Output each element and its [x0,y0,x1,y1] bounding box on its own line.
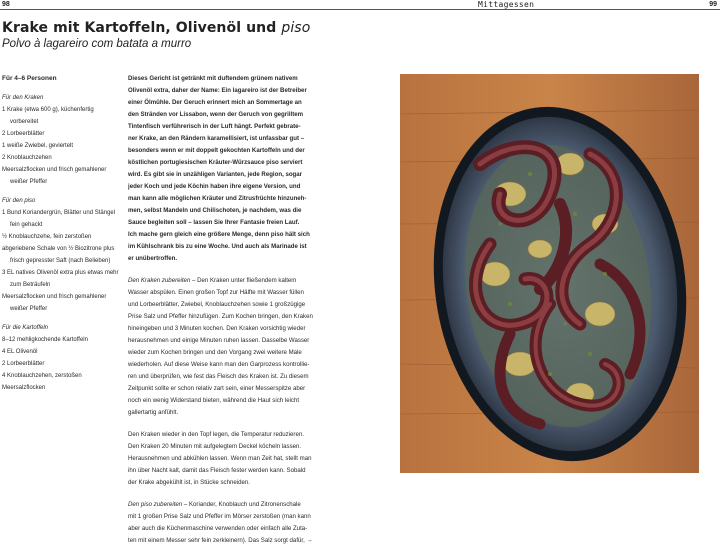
ingredient-item [2,164,120,188]
ingredient-item [2,104,120,128]
ingredient-line: Meersalzflocken und frisch gemahlener [2,294,107,300]
ingredient-line: zum Beträufeln [10,282,51,288]
step-heading: Den Kraken zubereiten [128,277,191,284]
ingredient-line: 2 Knoblauchzehen [2,155,52,161]
ingredient-line: Meersalzflocken [2,385,46,391]
ingredient-line: 1 Bund Koriandergrün, Blätter und Stängel [2,210,116,216]
ingredient-line: weißer Pfeffer [10,179,48,185]
text-line: Wasser abspülen. Einen großen Topf zur Hälfte mit Wasser füllen [128,289,304,296]
text-line: ten mit einem Messer sehr fein zerkleinern). Das Salz sorgt dafür, → [128,537,313,544]
ingredient-line: 1 weiße Zwiebel, geviertelt [2,143,74,149]
text-line-with-lead [128,275,320,287]
ingredient-line: Meersalzflocken und frisch gemahlener [2,167,107,173]
recipe-title-main: Krake mit Kartoffeln, Olivenöl und [2,20,277,36]
ingredient-item [2,128,120,140]
text-line: köstlichen portugiesischen Kräuter-Würzsauce piso serviert [128,159,303,166]
text-line: im Kühlschrank bis zu eine Woche. Und auch als Marinade ist [128,243,307,250]
text-line: wieder zum Kochen bringen und den Vorgang zwei weitere Male [128,349,302,356]
paragraph [128,429,320,489]
ingredient-item [2,382,120,394]
ingredient-item [2,358,120,370]
text-line: Den Kraken wieder in den Topf legen, die Temperatur reduzieren. [128,431,304,438]
text-line: ren und überprüfen, wie fest das Fleisch des Kraken ist. Zu diesem [128,373,309,380]
ingredient-line: abgeriebene Schale von ½ Biozitrone plus [2,246,115,252]
ingredient-item [2,207,120,231]
text-line: man kann alle möglichen Kräuter und Zitrusfrüchte hinzuneh- [128,195,307,202]
text-line: gallertartig anfühlt. [128,409,179,416]
ingredient-list [2,73,120,394]
text-line: noch ein wenig Widerstand bieten, während die Haut sich leicht [128,397,300,404]
recipe-text [128,73,320,557]
text-line: Den Kraken 20 Minuten mit aufgelegtem Deckel köcheln lassen. [128,443,302,450]
recipe-title [2,20,310,36]
text-line: ihn über Nacht kalt, damit das Fleisch fester werden kann. Sobald [128,467,306,474]
text-line: Herausnehmen und abkühlen lassen. Wenn man Zeit hat, stellt man [128,455,312,462]
running-head: Mittagessen [478,0,535,9]
ingredient-item [2,243,120,267]
text-line: mit 1 großen Prise Salz und Pfeffer im Mörser zerstoßen (man kann [128,513,311,520]
paragraph [128,499,320,547]
text-line: hineingeben und 3 Minuten kochen. Den Kraken vorsichtig wieder [128,325,306,332]
ingredient-item [2,370,120,382]
ingredient-group-heading: Für den Kraken [2,95,44,101]
text-line: herausnehmen und einige Minuten ruhen lassen. Dasselbe Wasser [128,337,310,344]
ingredient-line: 4 EL Olivenöl [2,349,38,355]
ingredient-item [2,346,120,358]
page-number-left: 98 [2,1,10,8]
ingredient-line: fein gehackt [10,222,43,228]
dish-photo [400,74,699,473]
recipe-title-italic: piso [281,20,311,36]
servings: Für 4–6 Personen [2,75,57,82]
ingredient-line: ½ Knoblauchzehe, fein zerstoßen [2,234,92,240]
ingredient-item [2,152,120,164]
text-line: und Lorbeerblätter, Zwiebel, Knoblauchzehen sowie 1 großzügige [128,301,306,308]
text-line: der Krake abgekühlt ist, in Stücke schneiden. [128,479,250,486]
octopus-dish-image [400,74,699,473]
step-heading: Den piso zubereiten [128,501,183,508]
text-line: Tintenfisch verführerisch in der Luft hängt. Perfekt gebrate- [128,123,301,130]
ingredient-item [2,231,120,243]
text-line: er unübertroffen. [128,255,178,262]
text-line: jeder Koch und jede Köchin haben ihre eigene Version, und [128,183,301,190]
text-line: men, selbst Mandeln und Chilischoten, je nachdem, was die [128,207,302,214]
paragraph [128,73,320,265]
ingredient-line: 4 Knoblauchzehen, zerstoßen [2,373,82,379]
ingredient-item [2,334,120,346]
text-line: Sauce begleiten soll – lassen Sie Ihrer Fantasie freien Lauf. [128,219,300,226]
text-line: Prise Salz und Pfeffer hinzufügen. Zum Kochen bringen, den Kraken [128,313,313,320]
text-line: Olivenöl extra, daher der Name: Ein lagareiro ist der Betreiber [128,87,307,94]
header-rule [0,9,720,10]
ingredient-line: frisch gepresster Saft (nach Belieben) [10,258,111,264]
ingredient-line: 2 Lorbeerblätter [2,131,45,137]
page-number-right: 99 [709,1,717,8]
ingredient-line: weißer Pfeffer [10,306,48,312]
text-line: besonders wenn er mit doppelt gekochten Kartoffeln und der [128,147,305,154]
text-line-with-lead [128,499,320,511]
ingredient-line: 2 Lorbeerblätter [2,361,45,367]
text-line: Zeitpunkt sollte er schon relativ zart sein, einer Messerspitze aber [128,385,306,392]
ingredient-line: 3 EL natives Olivenöl extra plus etwas mehr [2,270,119,276]
ingredient-line: 1 Krake (etwa 600 g), küchenfertig [2,107,94,113]
text-line: einer Ölmühle. Der Geruch erinnert mich an Sommertage an [128,99,302,106]
text-line: – Den Kraken unter fließendem kaltem [190,277,297,284]
ingredient-line: vorbereitet [10,119,39,125]
paragraph [128,275,320,419]
text-line: wiederholen. Auf diese Weise kann man den Garprozess kontrollie- [128,361,310,368]
text-line: aber auch die Küchenmaschine verwenden oder einfach alle Zuta- [128,525,308,532]
ingredient-group-heading: Für die Kartoffeln [2,325,49,331]
ingredient-item [2,267,120,291]
ingredient-item [2,140,120,152]
text-line: Dieses Gericht ist getränkt mit duftendem grünem nativem [128,75,298,82]
text-line: ner Krake, an den Rändern karamellisiert, ist unfassbar gut – [128,135,305,142]
text-line: wird. Es gibt sie in unzähligen Varianten, jede Region, sogar [128,171,303,178]
ingredient-group-heading: Für den piso [2,198,36,204]
text-line: – Koriander, Knoblauch und Zitronenschale [182,501,301,508]
ingredient-item [2,291,120,315]
text-line: Ich mache gern gleich eine größere Menge, denn piso hält sich [128,231,310,238]
recipe-subtitle: Polvo à lagareiro com batata a murro [2,38,192,50]
text-line: den Stränden vor Lissabon, wenn der Geruch von gegrilltem [128,111,304,118]
ingredient-line: 8–12 mehligkochende Kartoffeln [2,337,88,343]
